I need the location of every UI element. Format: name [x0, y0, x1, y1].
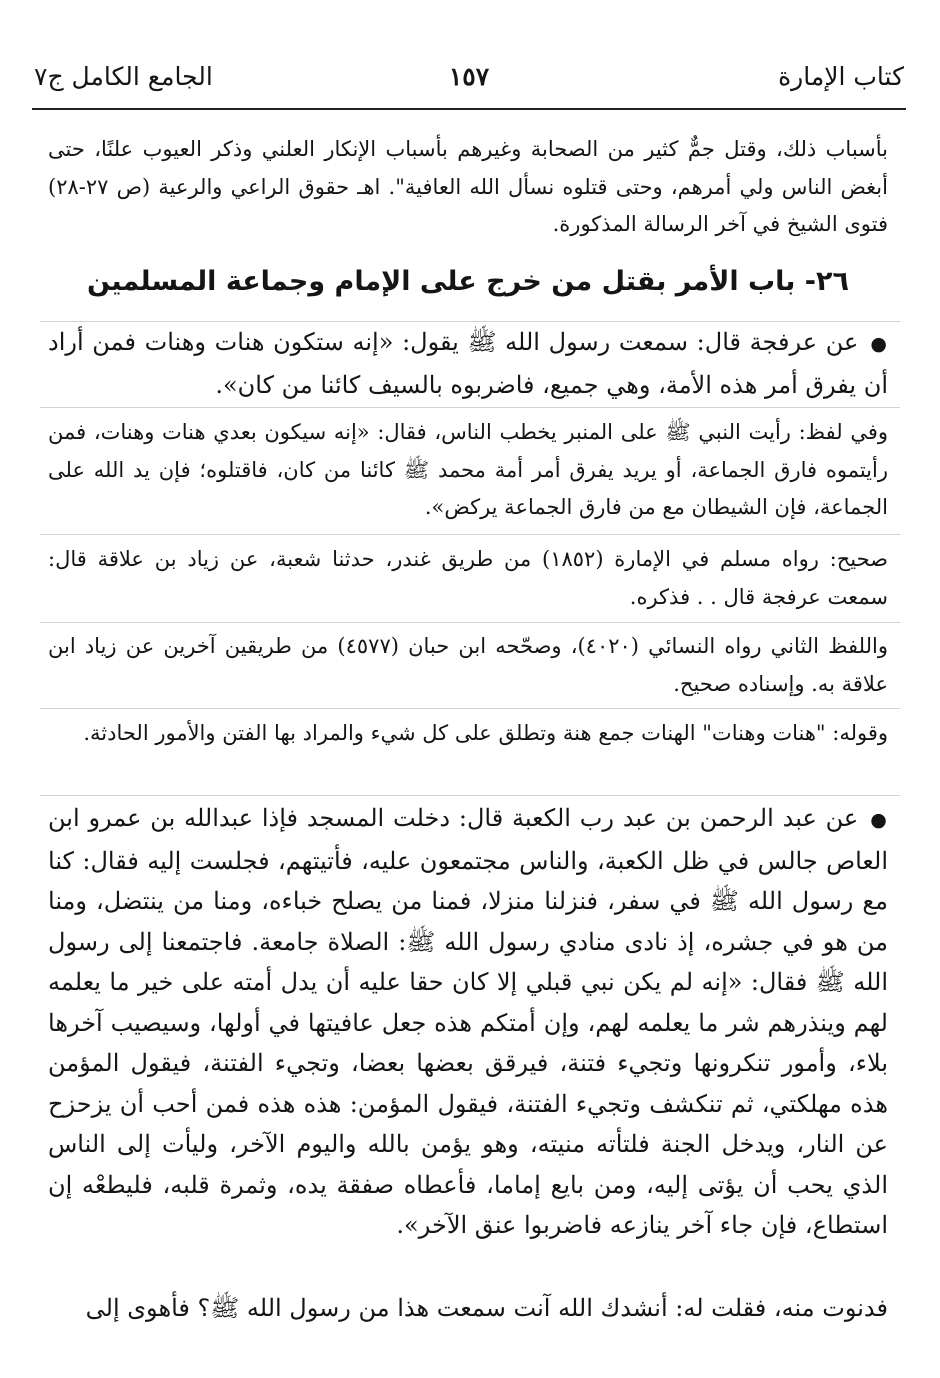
hadith-2-text: عن عبد الرحمن بن عبد رب الكعبة قال: دخلت المسجد فإذا عبدالله بن عمرو ابن العاص جالس في ظل الكعبة، والناس مجتمعون عليه، فأتيتهم، فجلست إليه فقال: كنا مع رسول الله ﷺ في سفر، فنزلنا منزلا، فمنا من يصلح خباءه، ومنا من ينتضل، ومنا من هو في جشره، إذ نادى منادي رسول الله ﷺ: الصلاة جامعة. فاجتمعنا إلى رسول الله ﷺ فقال: «إنه لم يكن نبي قبلي إلا كان حقا عليه أن يدل أمته على خير ما يعلمه لهم وينذرهم شر ما يعلمه لهم، وإن أمتكم هذه جعل عافيتها في أولها، وسيصيب آخرها بلاء، وأمور تنكرونها وتجيء فتنة، فيرقق بعضها بعضا، وتجيء الفتنة، فيقول المؤمن هذه مهلكتي، ثم تنكشف وتجيء الفتنة، فيقول المؤمن: هذه هذه فمن أحب أن يزحزح عن النار، ويدخل الجنة فلتأته منيته، وهو يؤمن بالله واليوم الآخر، وليأت إلى الناس الذي يحب أن يؤتى إليه، ومن بايع إماما، فأعطاه صفقة يده، وثمرة قلبه، فليطعْه إن استطاع، فإن جاء آخر ينازعه فاضربوا عنق الآخر».: [48, 804, 889, 1239]
hadith-1-paragraph: [48, 322, 888, 405]
page-number: ١٥٧: [448, 62, 490, 91]
second-wording-text: واللفظ الثاني رواه النسائي (٤٠٢٠)، وصحّحه ابن حبان (٤٥٧٧) من طريقين آخرين عن زياد ابن علاقة به. وإسناده صحيح.: [48, 634, 888, 696]
continuation-paragraph: [48, 1288, 888, 1329]
grading-note: [48, 541, 888, 616]
second-wording-note: [48, 628, 888, 703]
header-rule: [32, 108, 906, 110]
explanation-text: وقوله: "هنات وهنات" الهنات جمع هنة وتطلق على كل شيء والمراد بها الفتن والأمور الحادثة.: [83, 721, 888, 745]
explanation-note: [48, 715, 888, 753]
continuation-text: فدنوت منه، فقلت له: أنشدك الله آنت سمعت هذا من رسول الله ﷺ؟ فأهوى إلى: [85, 1294, 888, 1322]
book-title: كتاب الإمارة: [778, 62, 904, 91]
grading-text: صحيح: رواه مسلم في الإمارة (١٨٥٢) من طريق غندر، حدثنا شعبة، عن زياد بن علاقة قال: سمعت عرفجة قال . . فذكره.: [48, 547, 888, 609]
intro-text: بأسباب ذلك، وقتل جمٌّ كثير من الصحابة وغيرهم بأسباب الإنكار العلني وذكر العيوب علنًا، حتى أبغض الناس ولي أمرهم، وحتى قتلوه نسأل الله العافية". اهـ حقوق الراعي والرعية (ص ٢٧-٢٨) فتوى الشيخ في آخر الرسالة المذكورة.: [48, 137, 888, 236]
bullet-icon: ●: [870, 809, 888, 831]
variant-text: وفي لفظ: رأيت النبي ﷺ على المنبر يخطب الناس، فقال: «إنه سيكون بعدي هنات وهنات، فمن رأيتموه فارق الجماعة، أو يريد يفرق أمر أمة محمد ﷺ كائنا من كان، فاقتلوه؛ فإن يد الله على الجماعة، فإن الشيطان مع من فارق الجماعة يركض».: [48, 420, 888, 519]
section-divider: [40, 534, 900, 535]
section-divider: [40, 795, 900, 796]
variant-wording: [48, 414, 888, 527]
hadith-2: [48, 798, 888, 1246]
section-divider: [40, 622, 900, 623]
hadith-2-paragraph: [48, 798, 888, 1246]
volume-label: الجامع الكامل ج٧: [34, 62, 213, 91]
hadith-1-text: عن عرفجة قال: سمعت رسول الله ﷺ يقول: «إنه ستكون هنات وهنات فمن أراد أن يفرق أمر هذه الأمة، وهي جميع، فاضربوه بالسيف كائنا من كان».: [48, 328, 888, 399]
section-divider: [40, 708, 900, 709]
chapter-heading: ٢٦- باب الأمر بقتل من خرج على الإمام وجماعة المسلمين: [87, 266, 849, 297]
section-divider: [40, 407, 900, 408]
bullet-icon: ●: [870, 333, 888, 355]
running-header: [34, 62, 904, 102]
hadith-1: [48, 322, 888, 405]
intro-paragraph: [48, 131, 888, 244]
